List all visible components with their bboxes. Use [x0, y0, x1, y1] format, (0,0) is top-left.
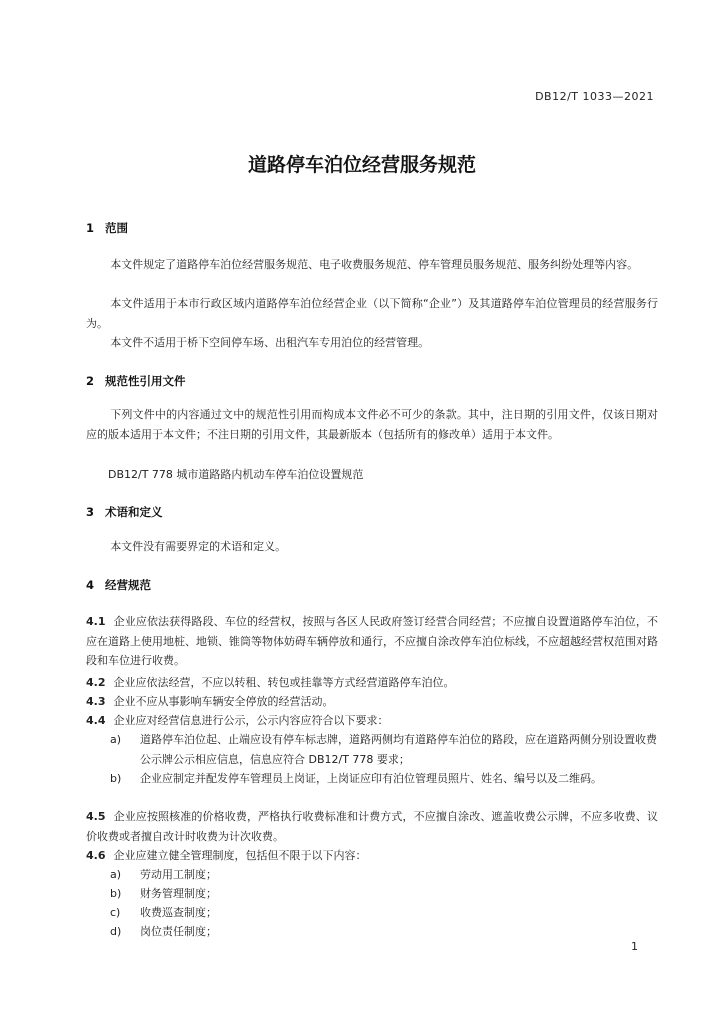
clause-text: 企业不应从事影响车辆安全停放的经营活动。 — [113, 695, 334, 708]
list-item-text: 收费巡查制度； — [140, 906, 217, 919]
section-number: 1 — [86, 221, 95, 235]
list-marker: d) — [110, 925, 122, 938]
list-item — [110, 884, 658, 904]
paragraph: 本文件不适用于桥下空间停车场、出租汽车专用泊位的经营管理。 — [110, 336, 430, 349]
normative-reference: DB12/T 778 城市道路路内机动车停车泊位设置规范 — [108, 468, 364, 481]
clause-text: 企业应对经营信息进行公示，公示内容应符合以下要求： — [113, 714, 389, 727]
clause-number: 4.5 — [86, 810, 106, 823]
paragraph: 本文件适用于本市行政区域内道路停车泊位经营企业（以下简称“企业”）及其道路停车泊位管理员的经营服务行为。 — [86, 297, 658, 330]
list-marker: b) — [110, 772, 122, 785]
clause-number: 4.6 — [86, 849, 106, 862]
clause-number: 4.2 — [86, 676, 106, 689]
section-title: 范围 — [105, 221, 128, 235]
paragraph: 本文件没有需要界定的术语和定义。 — [110, 540, 287, 553]
clause-text: 企业应建立健全管理制度，包括但不限于以下内容： — [113, 849, 367, 862]
list-item-text: 岗位责任制度； — [140, 925, 217, 938]
clause-4-3 — [86, 692, 658, 712]
list-item — [110, 903, 658, 923]
section-heading — [86, 220, 128, 236]
clause-number: 4.1 — [86, 615, 106, 628]
standard-code: DB12/T 1033—2021 — [535, 90, 654, 103]
clause-4-5 — [86, 807, 658, 846]
list-marker: a) — [110, 733, 122, 746]
section-heading — [86, 373, 186, 389]
section-heading — [86, 577, 151, 593]
list-item-text: 财务管理制度； — [140, 887, 217, 900]
section-number: 3 — [86, 505, 95, 519]
clause-number: 4.4 — [86, 714, 106, 727]
clause-number: 4.3 — [86, 695, 106, 708]
clause-4-1 — [86, 612, 658, 671]
clause-text: 企业应依法获得路段、车位的经营权，按照与各区人民政府签订经营合同经营；不应擅自设置道路停车泊位，不应在道路上使用地桩、地锁、锥筒等物体妨碍车辆停放和通行，不应擅自涂改停车泊位标线，不应超越经营权范围对路段和车位进行收费。 — [86, 615, 658, 667]
document-title: 道路停车泊位经营服务规范 — [247, 154, 476, 176]
paragraph: 本文件规定了道路停车泊位经营服务规范、电子收费服务规范、停车管理员服务规范、服务纠纷处理等内容。 — [110, 258, 639, 271]
section-title: 规范性引用文件 — [105, 374, 186, 388]
list-item-text: 道路停车泊位起、止端应设有停车标志牌，道路两侧均有道路停车泊位的路段，应在道路两侧分别设置收费公示牌公示相应信息，信息应符合 DB12/T 778 要求； — [140, 733, 657, 766]
clause-4-6 — [86, 846, 658, 866]
list-marker: c) — [110, 906, 121, 919]
list-item — [110, 922, 658, 942]
section-title: 经营规范 — [105, 578, 151, 592]
paragraph: 下列文件中的内容通过文中的规范性引用而构成本文件必不可少的条款。其中，注日期的引用文件，仅该日期对应的版本适用于本文件；不注日期的引用文件，其最新版本（包括所有的修改单）适用于本文件。 — [86, 408, 658, 441]
section-number: 4 — [86, 578, 95, 592]
list-item — [110, 769, 658, 789]
list-item — [110, 730, 658, 769]
section-heading — [86, 504, 163, 520]
list-marker: a) — [110, 868, 122, 881]
section-number: 2 — [86, 374, 95, 388]
clause-4-2 — [86, 673, 658, 693]
clause-text: 企业应依法经营，不应以转租、转包或挂靠等方式经营道路停车泊位。 — [113, 676, 455, 689]
clause-text: 企业应按照核准的价格收费，严格执行收费标准和计费方式，不应擅自涂改、遮盖收费公示牌，不应多收费、议价收费或者擅自改计时收费为计次收费。 — [86, 810, 658, 843]
list-item-text: 劳动用工制度； — [140, 868, 217, 881]
clause-4-4 — [86, 711, 658, 731]
list-item-text: 企业应制定并配发停车管理员上岗证，上岗证应印有泊位管理员照片、姓名、编号以及二维码。 — [140, 772, 602, 785]
list-item — [110, 865, 658, 885]
section-title: 术语和定义 — [105, 505, 163, 519]
list-marker: b) — [110, 887, 122, 900]
page-number: 1 — [631, 940, 638, 953]
